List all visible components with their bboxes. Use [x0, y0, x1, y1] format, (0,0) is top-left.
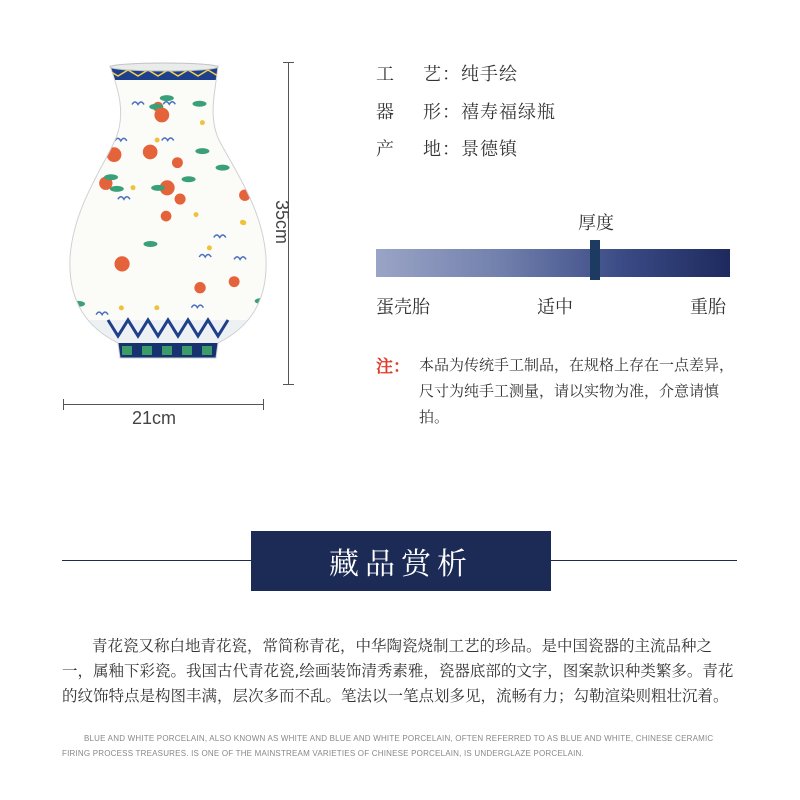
- spec-value: 纯手绘: [461, 64, 518, 85]
- spec-key: 工: [376, 64, 395, 85]
- spec-value: 景德镇: [461, 139, 518, 160]
- height-dimension-cap-bottom: [283, 384, 294, 385]
- section-header: [251, 531, 551, 591]
- spec-key: 产: [376, 139, 395, 160]
- thickness-label-thin: 蛋壳胎: [376, 297, 430, 318]
- spec-key: 器: [376, 102, 395, 123]
- spec-row-craft: [376, 60, 518, 86]
- spec-separator: ：: [442, 139, 461, 160]
- spec-separator: ：: [442, 64, 461, 85]
- spec-value: 禧寿福绿瓶: [461, 102, 556, 123]
- vase-motif: [214, 114, 219, 119]
- vase-motif: [229, 276, 240, 287]
- vase-motif: [160, 95, 174, 101]
- vase-motif: [69, 102, 81, 105]
- note-text: 本品为传统手工制品，在规格上存在一点差异，尺寸为纯手工测量，请以实物为准，介意请慎拍。: [419, 356, 735, 426]
- vase-motif: [67, 119, 79, 122]
- vase-motif: [63, 163, 77, 177]
- height-label: 35cm: [272, 200, 292, 245]
- spec-key: 形: [423, 102, 442, 123]
- vase-motif: [143, 241, 157, 247]
- vase-motif: [154, 305, 159, 310]
- vase-motif: [195, 148, 209, 154]
- spec-key: 地: [423, 139, 442, 160]
- thickness-label-heavy: 重胎: [690, 297, 726, 318]
- description-text: 青花瓷又称白地青花瓷，常简称青花，中华陶瓷烧制工艺的珍品。是中国瓷器的主流品种之一，属釉下彩瓷。我国古代青花瓷,绘画装饰清秀素雅，瓷器底部的文字，图案款识种类繁多。青花的纹饰特点是构图丰满，层次多而不乱。笔法以一笔点划多见，流畅有力；勾勒渲染则粗壮沉着。: [62, 637, 734, 705]
- vase-motif: [194, 282, 205, 293]
- vase-motif: [192, 101, 206, 107]
- vase-motif: [114, 256, 129, 271]
- vase-motif: [240, 220, 245, 225]
- vase-motif: [104, 174, 118, 180]
- english-description-text: BLUE AND WHITE PORCELAIN, ALSO KNOWN AS WHITE AND BLUE AND WHITE PORCELAIN, OFTEN REFERRED TO AS BLUE AND WHITE, CHINESE CERAMIC FIRING PROCESS TREASURES. IS ONE OF THE MAINSTREAM VARIETIES OF CHINESE PORCELAIN, IS UNDERGLAZE PORCELAIN.: [62, 734, 714, 758]
- vase-motif: [256, 112, 268, 115]
- width-dimension-line: [63, 404, 263, 405]
- vase-motif: [240, 144, 254, 150]
- vase-motif: [216, 165, 230, 171]
- vase-motif: [70, 208, 75, 213]
- vase-motif: [194, 212, 199, 217]
- vase-motif: [67, 155, 79, 167]
- vase-motif: [78, 166, 83, 171]
- vase-motif: [62, 228, 74, 231]
- vase-motif: [93, 135, 98, 140]
- vase-motif: [200, 120, 205, 125]
- section-title: 藏品赏析: [329, 547, 473, 582]
- vase-motif: [107, 147, 122, 162]
- vase-motif: [155, 137, 160, 142]
- vase-motif: [182, 176, 196, 182]
- vase-motif: [260, 189, 272, 192]
- vase-motif: [175, 194, 186, 205]
- section-divider-left: [62, 560, 251, 561]
- thickness-bar: [376, 249, 730, 277]
- vase-motif: [88, 121, 102, 127]
- section-divider-right: [551, 560, 737, 561]
- vase-motif: [151, 185, 165, 191]
- width-dimension-cap-left: [63, 399, 64, 410]
- spec-row-shape: [376, 98, 556, 124]
- width-dimension-cap-right: [263, 399, 264, 410]
- vase-motif: [172, 157, 183, 168]
- height-dimension-cap-top: [283, 62, 294, 63]
- vase-motif: [207, 245, 212, 250]
- vase-motif: [255, 298, 269, 304]
- width-label: 21cm: [132, 408, 177, 428]
- vase-motif: [143, 145, 158, 160]
- vase-motif: [251, 139, 256, 144]
- vase-motif: [154, 108, 169, 123]
- vase-image: [58, 58, 278, 388]
- thickness-label-medium: 适中: [537, 297, 573, 318]
- spec-separator: ：: [442, 102, 461, 123]
- vase-motif: [83, 177, 88, 182]
- thickness-title: 厚度: [578, 213, 614, 234]
- thickness-marker: [590, 240, 600, 280]
- spec-row-origin: [376, 135, 518, 161]
- note-title: 注：: [376, 357, 410, 377]
- vase-motif: [227, 122, 241, 128]
- vase-motif: [119, 305, 124, 310]
- vase-motif: [161, 211, 172, 222]
- vase-motif: [130, 185, 135, 190]
- vase-motif: [110, 186, 124, 192]
- spec-key: 艺: [423, 64, 442, 85]
